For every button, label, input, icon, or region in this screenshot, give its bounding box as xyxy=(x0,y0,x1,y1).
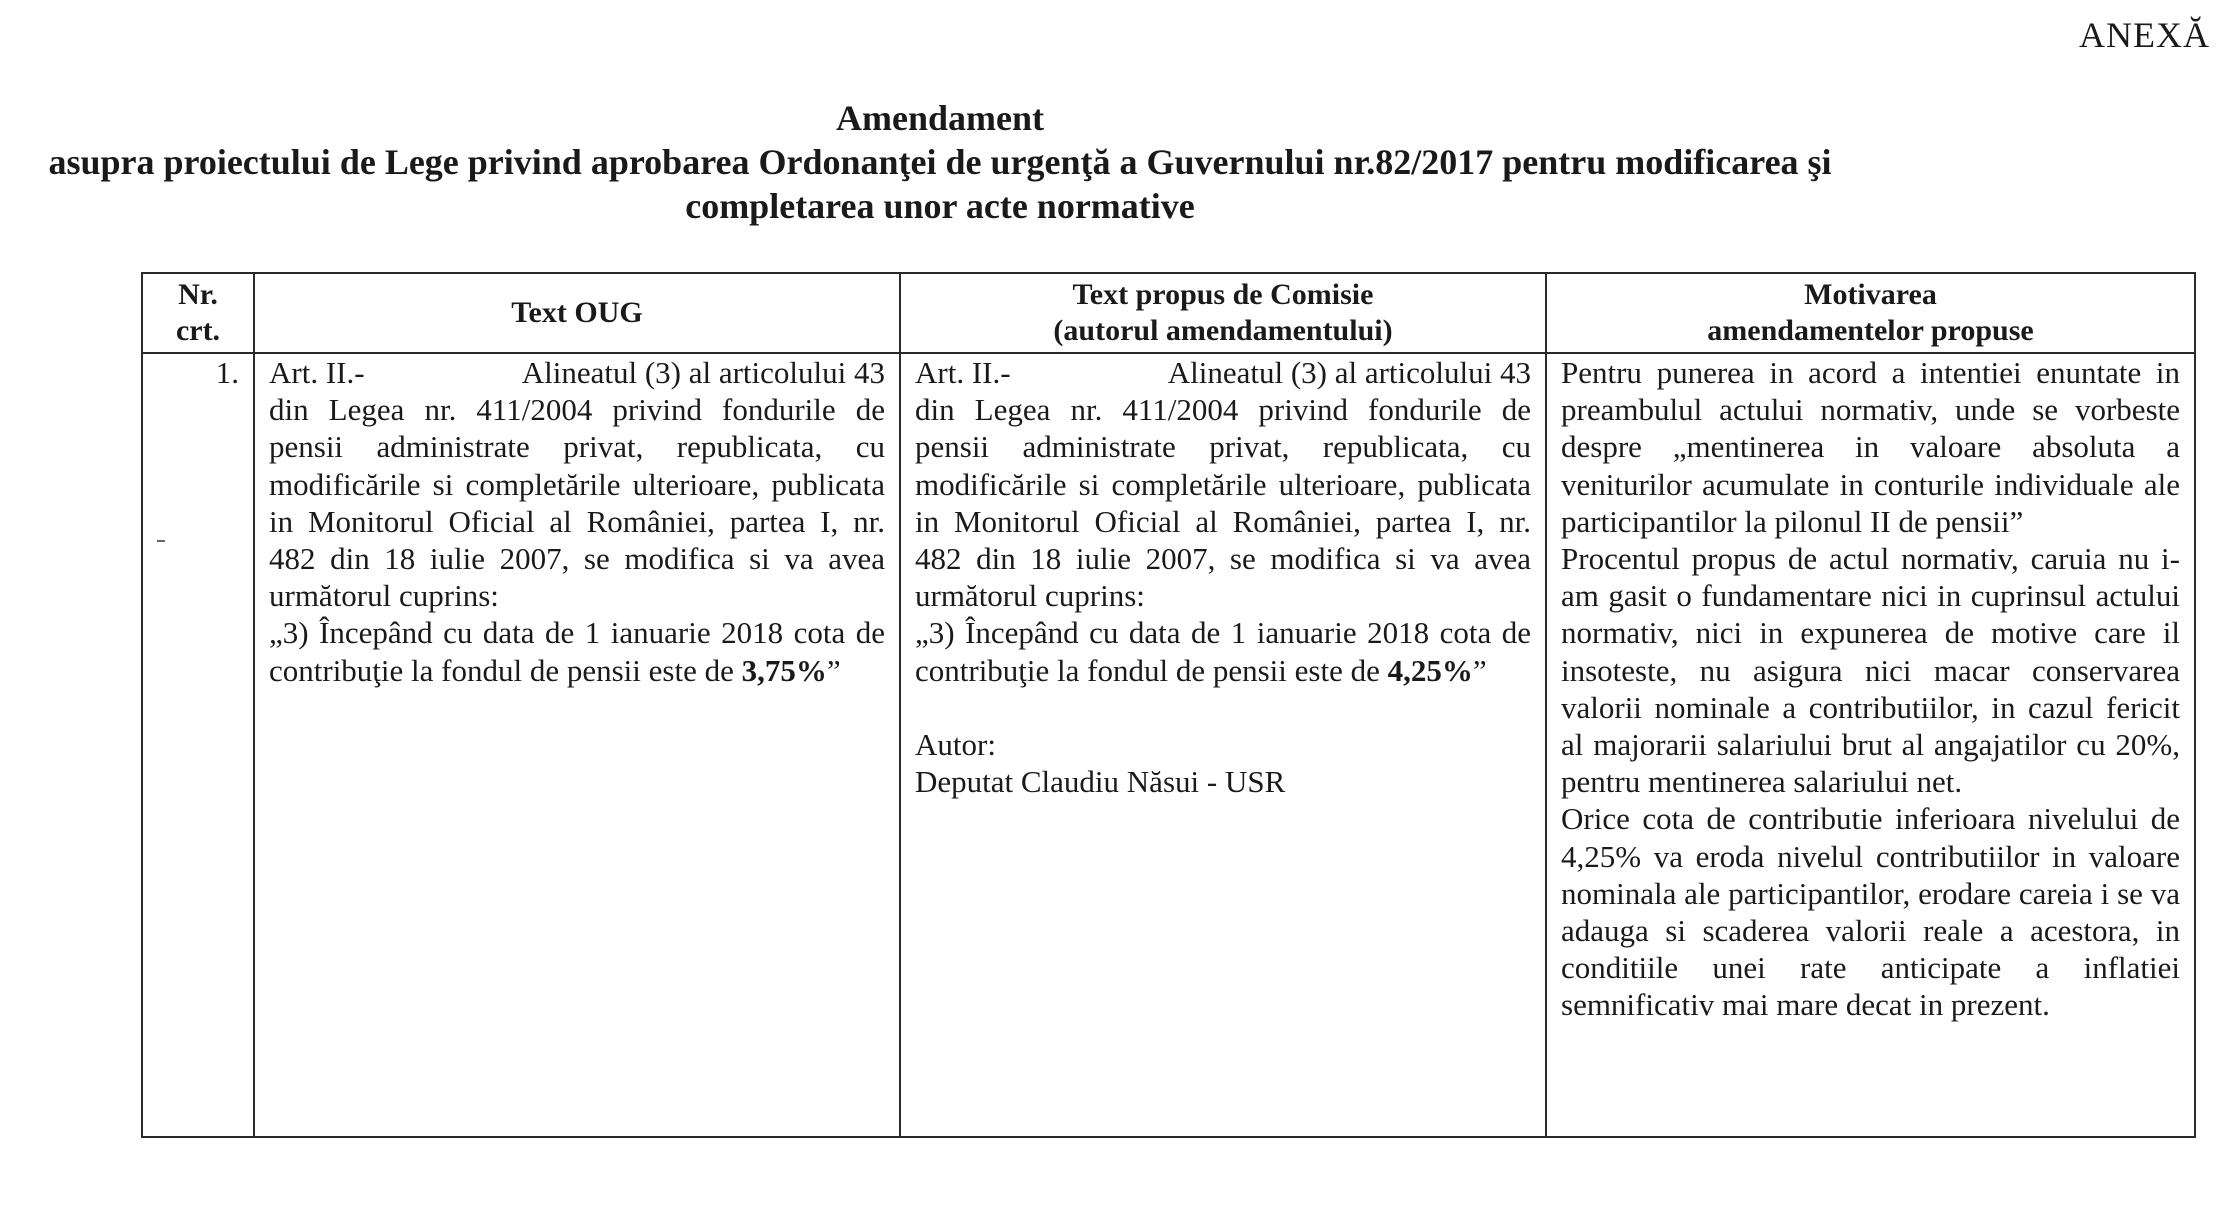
proposed-article-ref: Art. II.- xyxy=(915,355,1011,390)
heading-subtitle-line1: asupra proiectului de Lege privind aprobarea Ordonanţei de urgenţă a Guvernului nr.82/2017 pentru modificarea şi xyxy=(48,142,1832,182)
oug-lead-line xyxy=(269,354,885,391)
author-name: Deputat Claudiu Năsui - USR xyxy=(915,764,1286,800)
header-text-propus xyxy=(900,273,1546,353)
oug-paragraph-ref: Alineatul (3) al articolului 43 xyxy=(521,355,885,390)
spacer xyxy=(915,689,1531,726)
proposed-quote-block xyxy=(915,614,1531,688)
annex-label: ANEXĂ xyxy=(2079,15,2210,55)
oug-quote-block xyxy=(269,614,885,688)
proposed-lead-line xyxy=(915,354,1531,391)
header-nr-line2: crt. xyxy=(175,314,221,347)
header-col2-line2: (autorul amendamentului) xyxy=(1053,314,1393,347)
document-heading xyxy=(0,96,1880,228)
proposed-body-text: din Legea nr. 411/2004 privind fondurile de pensii administrate privat, republicata, cu modificările si completările ulterioare, publicata in Monitorul Oficial al României, partea I, nr. 482 din 18 iulie 2007, se modifica si va avea următorul cuprins: xyxy=(915,392,1531,614)
proposed-paragraph-ref: Alineatul (3) al articolului 43 xyxy=(1167,355,1531,390)
motivation-paragraph-1: Pentru punerea in acord a intentiei enuntate in preambulul actului normativ, unde se vorbeste despre „mentinerea in valoare absoluta a veniturilor acumulate in conturile individuale ale participantilor la pilonul II de pensii” xyxy=(1561,355,2180,539)
oug-rate-value: 3,75% xyxy=(741,652,827,688)
proposed-quote-close: ” xyxy=(1472,652,1487,688)
header-col3-line2: amendamentelor propuse xyxy=(1707,314,2034,347)
heading-subtitle-line2: completarea unor acte normative xyxy=(685,186,1195,226)
header-col3-line1: Motivarea xyxy=(1804,278,1937,311)
oug-body-text: din Legea nr. 411/2004 privind fondurile de pensii administrate privat, republicata, cu modificările si completările ulterioare, publicata in Monitorul Oficial al României, partea I, nr. 482 din 18 iulie 2007, se modifica si va avea următorul cuprins: xyxy=(269,392,885,614)
header-nr-line1: Nr. xyxy=(178,278,218,311)
proposed-quote-text: „3) Începând cu data de 1 ianuarie 2018 cota de contribuţie la fondul de pensii este de xyxy=(915,615,1531,688)
oug-article-ref: Art. II.- xyxy=(269,355,365,390)
header-col2-line1: Text propus de Comisie xyxy=(1072,278,1374,311)
motivation-cell xyxy=(1546,353,2195,1137)
motivation-paragraph-3: Orice cota de contributie inferioara nivelului de 4,25% va eroda nivelul contributiilor in valoare nominala ale participantilor, erodare careia i se va adauga si scaderea valorii reale a acestora, in conditiile unei rate anticipate a inflatiei semnificativ mai mare decat in prezent. xyxy=(1561,801,2180,1023)
proposed-text-cell xyxy=(900,353,1546,1137)
header-motivarea xyxy=(1546,273,2195,353)
motivation-paragraph-2: Procentul propus de actul normativ, caruia nu i-am gasit o fundamentare nici in cuprinsul actului normativ, nici in expunerea de motive care il insoteste, nu asigura nici macar conservarea valorii nominale a contributiilor, in cazul fericit al majorarii salariului brut al angajatilor cu 20%, pentru mentinerea salariului net. xyxy=(1561,541,2180,800)
table-row xyxy=(142,353,2195,1137)
row-number: 1. xyxy=(142,353,254,1137)
oug-text-cell xyxy=(254,353,900,1137)
table-header-row xyxy=(142,273,2195,353)
proposed-rate-value: 4,25% xyxy=(1387,652,1473,688)
header-text-oug: Text OUG xyxy=(254,273,900,353)
oug-quote-close: ” xyxy=(826,652,841,688)
header-nr-crt xyxy=(142,273,254,353)
author-label: Autor: xyxy=(915,726,996,762)
heading-title: Amendament xyxy=(836,98,1044,138)
oug-quote-text: „3) Începând cu data de 1 ianuarie 2018 cota de contribuţie la fondul de pensii este de xyxy=(269,615,885,688)
amendment-table xyxy=(141,272,2196,1138)
